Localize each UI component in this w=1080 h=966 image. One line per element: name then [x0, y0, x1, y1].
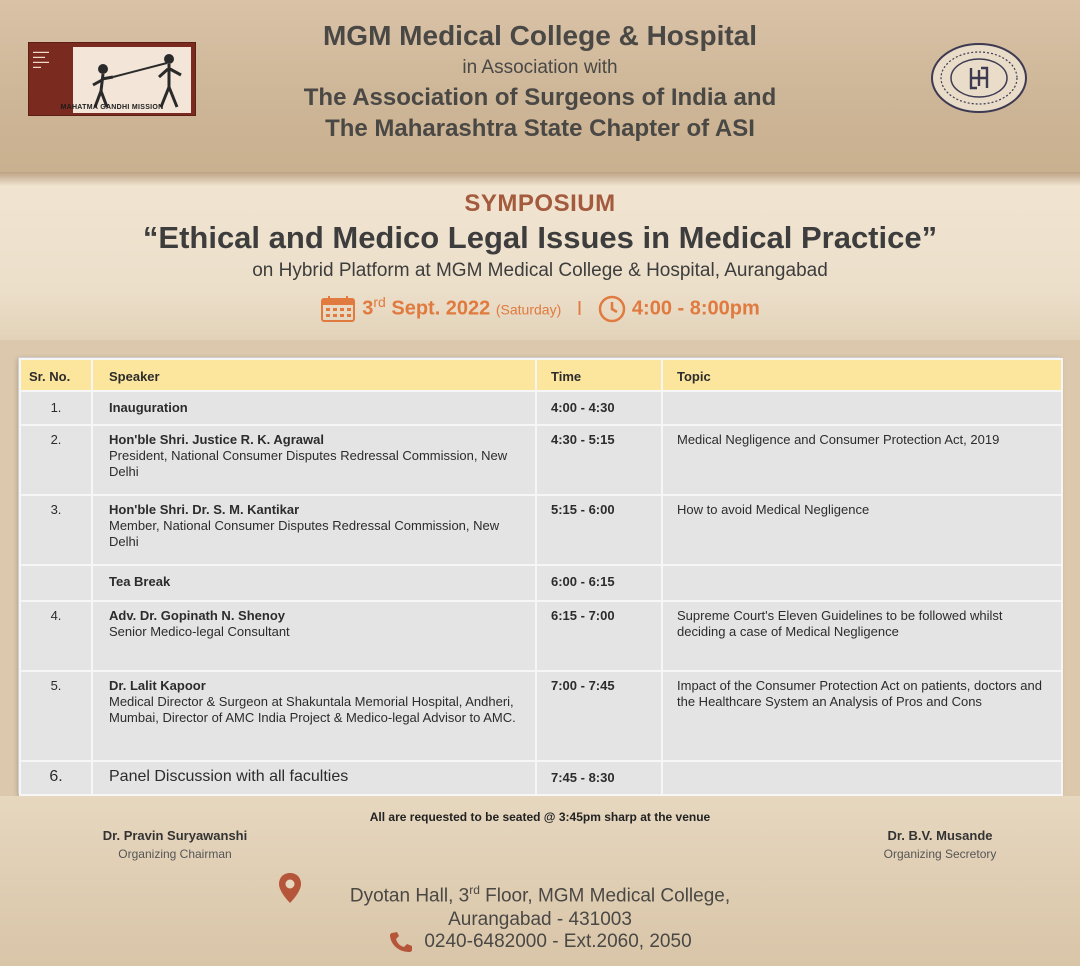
- header-band: [0, 0, 1080, 172]
- organizer-chairman: [60, 828, 290, 861]
- table-row: [20, 601, 1062, 671]
- seating-note: All are requested to be seated @ 3:45pm sharp at the venue: [369, 810, 711, 824]
- weekday: (Saturday): [495, 301, 562, 318]
- date-suffix: rd: [373, 294, 386, 310]
- event-time: 4:00 - 8:00pm: [631, 297, 760, 320]
- cell-speaker: [92, 425, 536, 495]
- cell-sr: 4.: [20, 601, 92, 671]
- separator: I: [576, 297, 583, 320]
- speaker-name: Adv. Dr. Gopinath N. Shenoy: [109, 608, 285, 623]
- cell-sr: 5.: [20, 671, 92, 761]
- cell-time: 4:00 - 4:30: [536, 391, 662, 425]
- organizer-role: Organizing Secretory: [883, 847, 997, 861]
- program-table-card: [18, 357, 1060, 794]
- cell-sr: 6.: [20, 761, 92, 795]
- footer: [0, 796, 1080, 966]
- table-row: [20, 391, 1062, 425]
- speaker-name: Dr. Lalit Kapoor: [109, 678, 206, 693]
- cell-sr: [20, 565, 92, 601]
- cell-time: 7:00 - 7:45: [536, 671, 662, 761]
- table-row: [20, 425, 1062, 495]
- venue-address: [0, 878, 1080, 932]
- title-band: [0, 172, 1080, 340]
- asi-line-2: The Maharashtra State Chapter of ASI: [325, 115, 755, 142]
- address-sup: rd: [469, 883, 480, 897]
- speaker-name: Tea Break: [109, 574, 171, 589]
- cell-time: 6:15 - 7:00: [536, 601, 662, 671]
- organizer-role: Organizing Chairman: [118, 847, 232, 861]
- speaker-description: Senior Medico-legal Consultant: [109, 624, 290, 639]
- cell-topic: Medical Negligence and Consumer Protection Act, 2019: [662, 425, 1062, 495]
- symposium-title: “Ethical and Medico Legal Issues in Medical Practice”: [142, 220, 938, 255]
- cell-time: 5:15 - 6:00: [536, 495, 662, 565]
- table-row: [20, 565, 1062, 601]
- table-row: [20, 671, 1062, 761]
- cell-time: 6:00 - 6:15: [536, 565, 662, 601]
- speaker-description: Medical Director & Surgeon at Shakuntala Memorial Hospital, Andheri, Mumbai, Director of AMC India Project & Medico-legal Advisor to AMC.: [109, 694, 516, 725]
- header-speaker: Speaker: [92, 359, 536, 391]
- platform-line: on Hybrid Platform at MGM Medical College & Hospital, Aurangabad: [252, 260, 828, 281]
- cell-topic: Supreme Court's Eleven Guidelines to be followed whilst deciding a case of Medical Negligence: [662, 601, 1062, 671]
- clock-icon: [598, 295, 626, 323]
- cell-speaker: [92, 495, 536, 565]
- asi-line-1: The Association of Surgeons of India and: [303, 84, 777, 111]
- address-part-a: Dyotan Hall, 3: [349, 885, 470, 907]
- header-time: Time: [536, 359, 662, 391]
- date-time-line: [0, 294, 1080, 323]
- cell-topic: [662, 391, 1062, 425]
- address-part-b: Floor, MGM Medical College,: [479, 885, 731, 907]
- header-topic: Topic: [662, 359, 1062, 391]
- date-rest: Sept. 2022: [385, 297, 491, 320]
- phone-number: 0240-6482000 - Ext.2060, 2050: [424, 931, 692, 953]
- cell-sr: 3.: [20, 495, 92, 565]
- organizer-name: Dr. Pravin Suryawanshi: [102, 828, 248, 843]
- asi-seal-icon: [930, 42, 1028, 114]
- organizer-secretary: [835, 828, 1045, 861]
- torn-edge: [0, 172, 1080, 186]
- symposium-label: SYMPOSIUM: [464, 190, 616, 217]
- date-day: 3: [362, 297, 374, 320]
- logo-caption: MAHATMA GANDHI MISSION: [60, 104, 164, 111]
- cell-sr: 1.: [20, 391, 92, 425]
- association-line: in Association with: [462, 57, 618, 78]
- cell-topic: [662, 761, 1062, 795]
- cell-speaker: [92, 671, 536, 761]
- table-header-row: [20, 359, 1062, 391]
- cell-topic: How to avoid Medical Negligence: [662, 495, 1062, 565]
- speaker-description: President, National Consumer Disputes Redressal Commission, New Delhi: [109, 448, 508, 479]
- speaker-name: Hon'ble Shri. Dr. S. M. Kantikar: [109, 502, 300, 517]
- speaker-name: Inauguration: [109, 400, 188, 415]
- table-row: [20, 761, 1062, 795]
- phone-icon: [388, 930, 416, 954]
- cell-speaker: Panel Discussion with all faculties: [92, 761, 536, 795]
- address-line-2: Aurangabad - 431003: [448, 909, 632, 931]
- cell-speaker: [92, 391, 536, 425]
- table-row: [20, 495, 1062, 565]
- logo-small-print: ▬▬▬▬ ▬▬▬ ▬▬▬▬ ▬▬: [33, 49, 49, 69]
- speaker-name: Hon'ble Shri. Justice R. K. Agrawal: [109, 432, 324, 447]
- cell-speaker: [92, 565, 536, 601]
- calendar-icon: [320, 295, 356, 323]
- cell-topic: Impact of the Consumer Protection Act on patients, doctors and the Healthcare System an Analysis of Pros and Cons: [662, 671, 1062, 761]
- cell-time: 4:30 - 5:15: [536, 425, 662, 495]
- cell-speaker: [92, 601, 536, 671]
- speaker-description: Member, National Consumer Disputes Redressal Commission, New Delhi: [109, 518, 500, 549]
- program-table: [19, 358, 1063, 796]
- organizer-name: Dr. B.V. Musande: [887, 828, 993, 843]
- college-name: MGM Medical College & Hospital: [322, 20, 758, 51]
- phone-row: [0, 930, 1080, 954]
- cell-sr: 2.: [20, 425, 92, 495]
- cell-topic: [662, 565, 1062, 601]
- header-sr-no: Sr. No.: [20, 359, 92, 391]
- cell-time: 7:45 - 8:30: [536, 761, 662, 795]
